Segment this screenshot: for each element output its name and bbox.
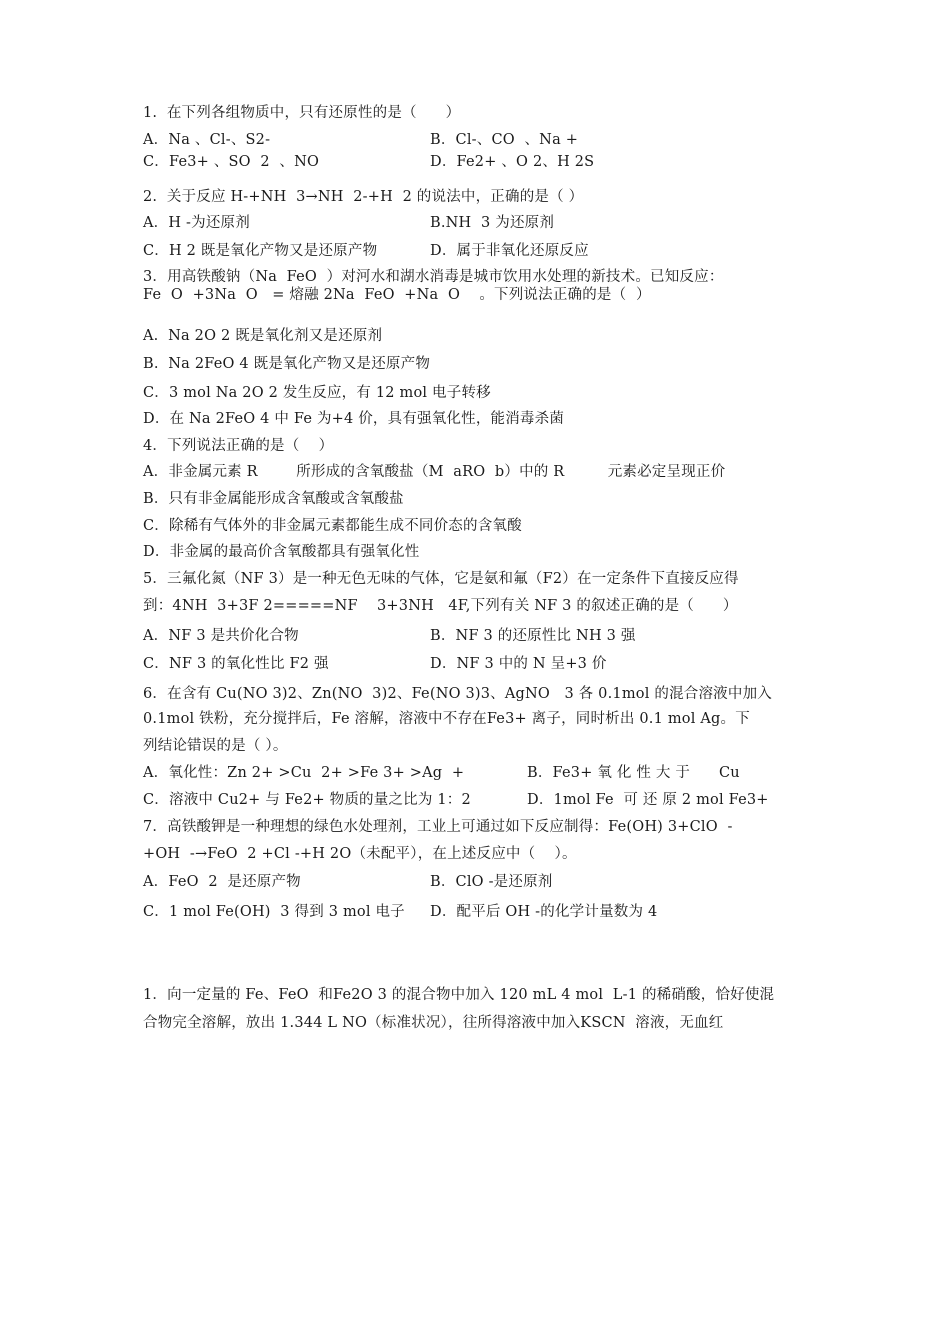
question-4-option-a: A．非金属元素 R 所形成的含氧酸盐（M aRO b）中的 R 元素必定呈现正价 <box>143 464 726 480</box>
question-6-option-c: C．溶液中 Cu2+ 与 Fe2+ 物质的量之比为 1：2 <box>143 792 471 808</box>
question-6-option-a: A．氧化性：Zn 2+ >Cu 2+ >Fe 3+ >Ag + <box>143 765 465 781</box>
question-6-stem-line-2: 0.1mol 铁粉，充分搅拌后，Fe 溶解，溶液中不存在Fe3+ 离子，同时析出 0.1 mol Ag。下 <box>143 711 750 727</box>
question-7-option-a: A．FeO 2 是还原产物 <box>143 874 301 890</box>
question-1-option-c: C．Fe3+ 、SO 2 、NO <box>143 154 320 170</box>
question-5-option-c: C．NF 3 的氧化性比 F2 强 <box>143 656 329 672</box>
question-4-option-c: C．除稀有气体外的非金属元素都能生成不同价态的含氧酸 <box>143 518 522 534</box>
question-7-option-d: D．配平后 OH -的化学计量数为 4 <box>430 904 658 920</box>
question-7-stem: 7．高铁酸钾是一种理想的绿色水处理剂，工业上可通过如下反应制得：Fe(OH) 3+ClO - <box>143 819 733 835</box>
question-5-option-a: A．NF 3 是共价化合物 <box>143 628 299 644</box>
question-5-option-d: D．NF 3 中的 N 呈+3 价 <box>430 656 607 672</box>
question-2-option-b: B.NH 3 为还原剂 <box>430 215 555 231</box>
question-2-option-d: D．属于非氧化还原反应 <box>430 243 589 259</box>
question-4-option-b: B．只有非金属能形成含氧酸或含氧酸盐 <box>143 491 404 507</box>
question-2-stem: 2. 关于反应 H-+NH 3→NH 2-+H 2 的说法中，正确的是（ ） <box>143 189 584 205</box>
question-4-option-d: D．非金属的最高价含氧酸都具有强氧化性 <box>143 544 420 560</box>
question-7-option-c: C．1 mol Fe(OH) 3 得到 3 mol 电子 <box>143 904 405 920</box>
question-1-stem: 1. 在下列各组物质中，只有还原性的是（ ） <box>143 105 461 121</box>
question-5-option-b: B．NF 3 的还原性比 NH 3 强 <box>430 628 636 644</box>
question-3-option-d: D．在 Na 2FeO 4 中 Fe 为+4 价，具有强氧化性，能消毒杀菌 <box>143 411 565 427</box>
question-3-option-c: C．3 mol Na 2O 2 发生反应，有 12 mol 电子转移 <box>143 385 491 401</box>
question-6-option-d: D．1mol Fe 可 还 原 2 mol Fe3+ <box>527 792 769 808</box>
question-5-stem-line-2: 到：4NH 3+3F 2=====NF 3+3NH 4F,下列有关 NF 3 的叙述正确的是（ ） <box>143 598 738 614</box>
question-3-option-a: A. Na 2O 2 既是氧化剂又是还原剂 <box>143 328 383 344</box>
question-7-stem-line-2: +OH -→FeO 2 +Cl -+H 2O（未配平），在上述反应中（ ）。 <box>143 846 577 862</box>
question-1-option-a: A．Na 、Cl-、S2- <box>143 132 271 148</box>
question-6-stem-line-3: 列结论错误的是（ ）。 <box>143 738 288 754</box>
calc-question-stem: 1．向一定量的 Fe、FeO 和Fe2O 3 的混合物中加入 120 mL 4 mol L-1 的稀硝酸，恰好使混 <box>143 987 775 1003</box>
question-3-stem: 3．用高铁酸钠（Na FeO ）对河水和湖水消毒是城市饮用水处理的新技术。已知反应： <box>143 269 724 285</box>
question-3-equation: Fe O +3Na O = 熔融 2Na FeO +Na O 。下列说法正确的是（ ） <box>143 287 651 303</box>
question-2-option-a: A．H -为还原剂 <box>143 215 250 231</box>
question-5-stem: 5．三氟化氮（NF 3）是一种无色无味的气体，它是氨和氟（F2）在一定条件下直接反应得 <box>143 571 739 587</box>
question-6-option-b: B．Fe3+ 氧 化 性 大 于 Cu <box>527 765 740 781</box>
question-4-stem: 4．下列说法正确的是（ ） <box>143 438 334 454</box>
question-7-option-b: B．ClO -是还原剂 <box>430 874 553 890</box>
question-1-option-b: B．Cl-、CO 、Na + <box>430 132 579 148</box>
question-1-option-d: D．Fe2+ 、O 2、H 2S <box>430 154 595 170</box>
calc-question-stem-line-2: 合物完全溶解，放出 1.344 L NO（标准状况），往所得溶液中加入KSCN 溶液，无血红 <box>143 1015 724 1031</box>
question-3-option-b: B. Na 2FeO 4 既是氧化产物又是还原产物 <box>143 356 431 372</box>
question-6-stem: 6．在含有 Cu(NO 3)2、Zn(NO 3)2、Fe(NO 3)3、AgNO 3 各 0.1mol 的混合溶液中加入 <box>143 686 772 702</box>
question-2-option-c: C．H 2 既是氧化产物又是还原产物 <box>143 243 378 259</box>
